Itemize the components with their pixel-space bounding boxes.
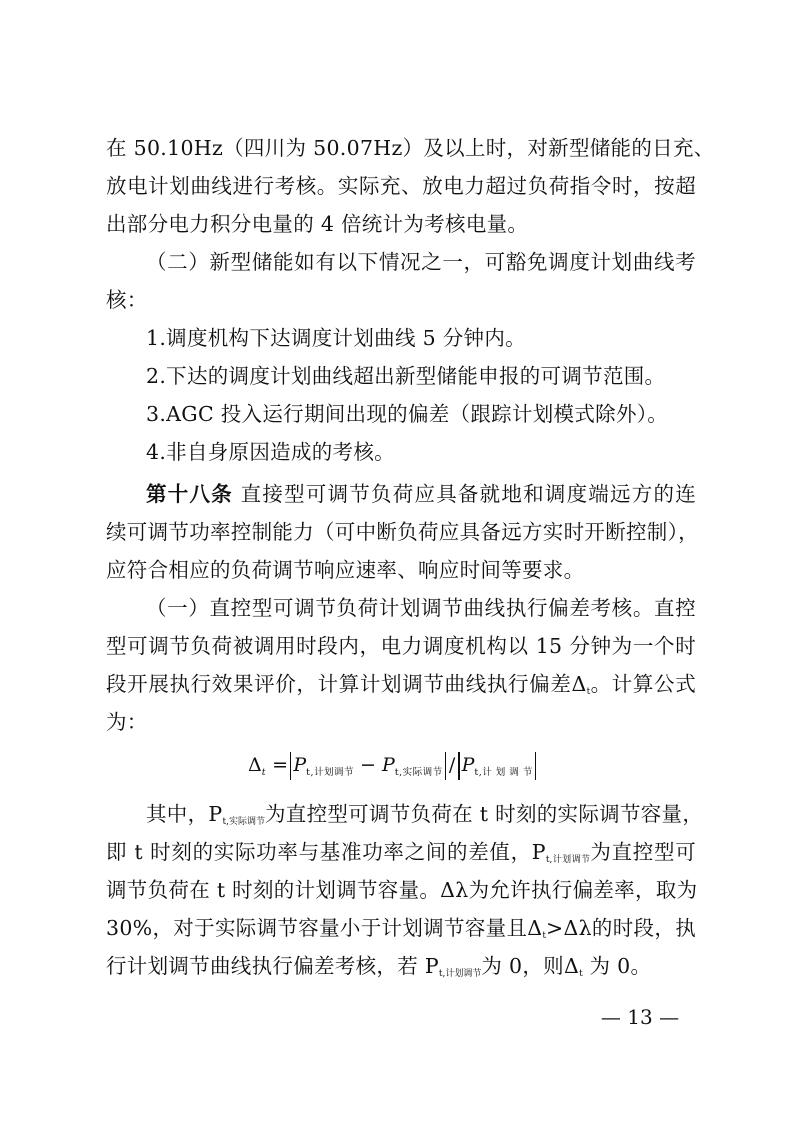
formula-p2: P xyxy=(381,754,395,776)
para-after-line-1 xyxy=(146,799,704,837)
article-18-text: 直接型可调节负荷应具备就地和调度端远方的连 xyxy=(232,482,697,506)
section-1-line-2: 型可调节负荷被调用时段内，电力调度机构以 15 分钟为一个时 xyxy=(106,634,696,658)
para-l5-a: 行计划调节曲线执行偏差考核，若 P xyxy=(106,954,439,978)
list-item-4: 4.非自身原因造成的考核。 xyxy=(146,440,395,464)
body-line-3: 出部分电力积分电量的 4 倍统计为考核电量。 xyxy=(106,212,529,236)
section-1-line-3-text: 段开展执行效果评价，计算计划调节曲线执行偏差Δ xyxy=(106,672,587,696)
para-l4-a: 30%，对于实际调节容量小于计划调节容量且Δ xyxy=(106,916,543,940)
page-number: — 13 — xyxy=(600,1005,680,1029)
para-l4-b: >Δλ的时段，执 xyxy=(546,916,696,940)
section-1-line-1: （一）直控型可调节负荷计划调节曲线执行偏差考核。直控 xyxy=(146,596,696,620)
para-after-line-2 xyxy=(106,837,696,875)
list-item-2: 2.下达的调度计划曲线超出新型储能申报的可调节范围。 xyxy=(146,364,666,388)
para-l5-sub: t,计划调节 xyxy=(438,969,482,979)
formula-p2-sub: t,实际调节 xyxy=(394,767,443,778)
section-1-line-3-tail: 。计算公式 xyxy=(590,672,697,696)
section-1-line-3 xyxy=(106,669,696,707)
formula-abs-bar-right xyxy=(535,752,536,780)
list-item-3: 3.AGC 投入运行期间出现的偏差（跟踪计划模式除外）。 xyxy=(146,402,669,426)
article-18-line-1 xyxy=(146,479,696,509)
delta-t-subscript: t xyxy=(586,687,591,697)
para-after-line-3: 调节负荷在 t 时刻的计划调节容量。Δλ为允许执行偏差率，取为 xyxy=(106,878,698,902)
article-18-line-2: 续可调节功率控制能力（可中断负荷应具备远方实时开断控制）， xyxy=(106,520,699,544)
formula-delta: Δ xyxy=(248,754,262,776)
formula-p3-sub: t,计 划 调 节 xyxy=(474,767,533,778)
formula-p1-sub: t,计划调节 xyxy=(306,767,354,778)
body-line-1: 在 50.10Hz（四川为 50.07Hz）及以上时，对新型储能的日充、 xyxy=(106,136,715,160)
para-l5-b: 为 0，则Δ xyxy=(481,954,580,978)
para-after-line-5 xyxy=(106,951,696,989)
section-2-heading-cont: 核： xyxy=(106,288,148,312)
formula-p3: P xyxy=(461,754,475,776)
formula-equals: = xyxy=(272,754,289,776)
para-l1-sub: t,实际调节 xyxy=(222,817,265,827)
formula-abs-bar-mid2 xyxy=(458,752,459,780)
section-2-heading-line: （二）新型储能如有以下情况之一，可豁免调度计划曲线考 xyxy=(146,250,696,274)
formula-delta-sub: t xyxy=(261,767,267,778)
para-l2-sub: t,计划调节 xyxy=(545,855,591,865)
formula-p1: P xyxy=(293,754,307,776)
para-l5-c: 为 0。 xyxy=(582,954,652,978)
article-18-heading: 第十八条 xyxy=(146,482,233,506)
formula-slash: / xyxy=(448,754,456,776)
article-18-line-3: 应符合相应的负荷调节响应速率、响应时间等要求。 xyxy=(106,558,585,582)
para-l1-b: 为直控型可调节负荷在 t 时刻的实际调节容量， xyxy=(264,802,704,826)
formula-abs-bar-left xyxy=(290,752,291,780)
list-item-1: 1.调度机构下达调度计划曲线 5 分钟内。 xyxy=(146,326,526,350)
para-after-line-4 xyxy=(106,913,696,951)
body-line-2: 放电计划曲线进行考核。实际充、放电力超过负荷指令时，按超 xyxy=(106,174,696,198)
para-l1-a: 其中，P xyxy=(146,802,223,826)
deviation-formula xyxy=(248,752,568,788)
para-l5-sub2: t xyxy=(579,969,583,979)
para-l4-sub: t xyxy=(542,931,547,941)
section-1-line-4: 为： xyxy=(106,710,148,734)
para-l2-a: 即 t 时刻的实际功率与基准功率之间的差值，P xyxy=(106,840,546,864)
formula-minus: − xyxy=(360,754,376,776)
para-l2-b: 为直控型可 xyxy=(590,840,697,864)
formula-abs-bar-mid xyxy=(445,752,446,780)
